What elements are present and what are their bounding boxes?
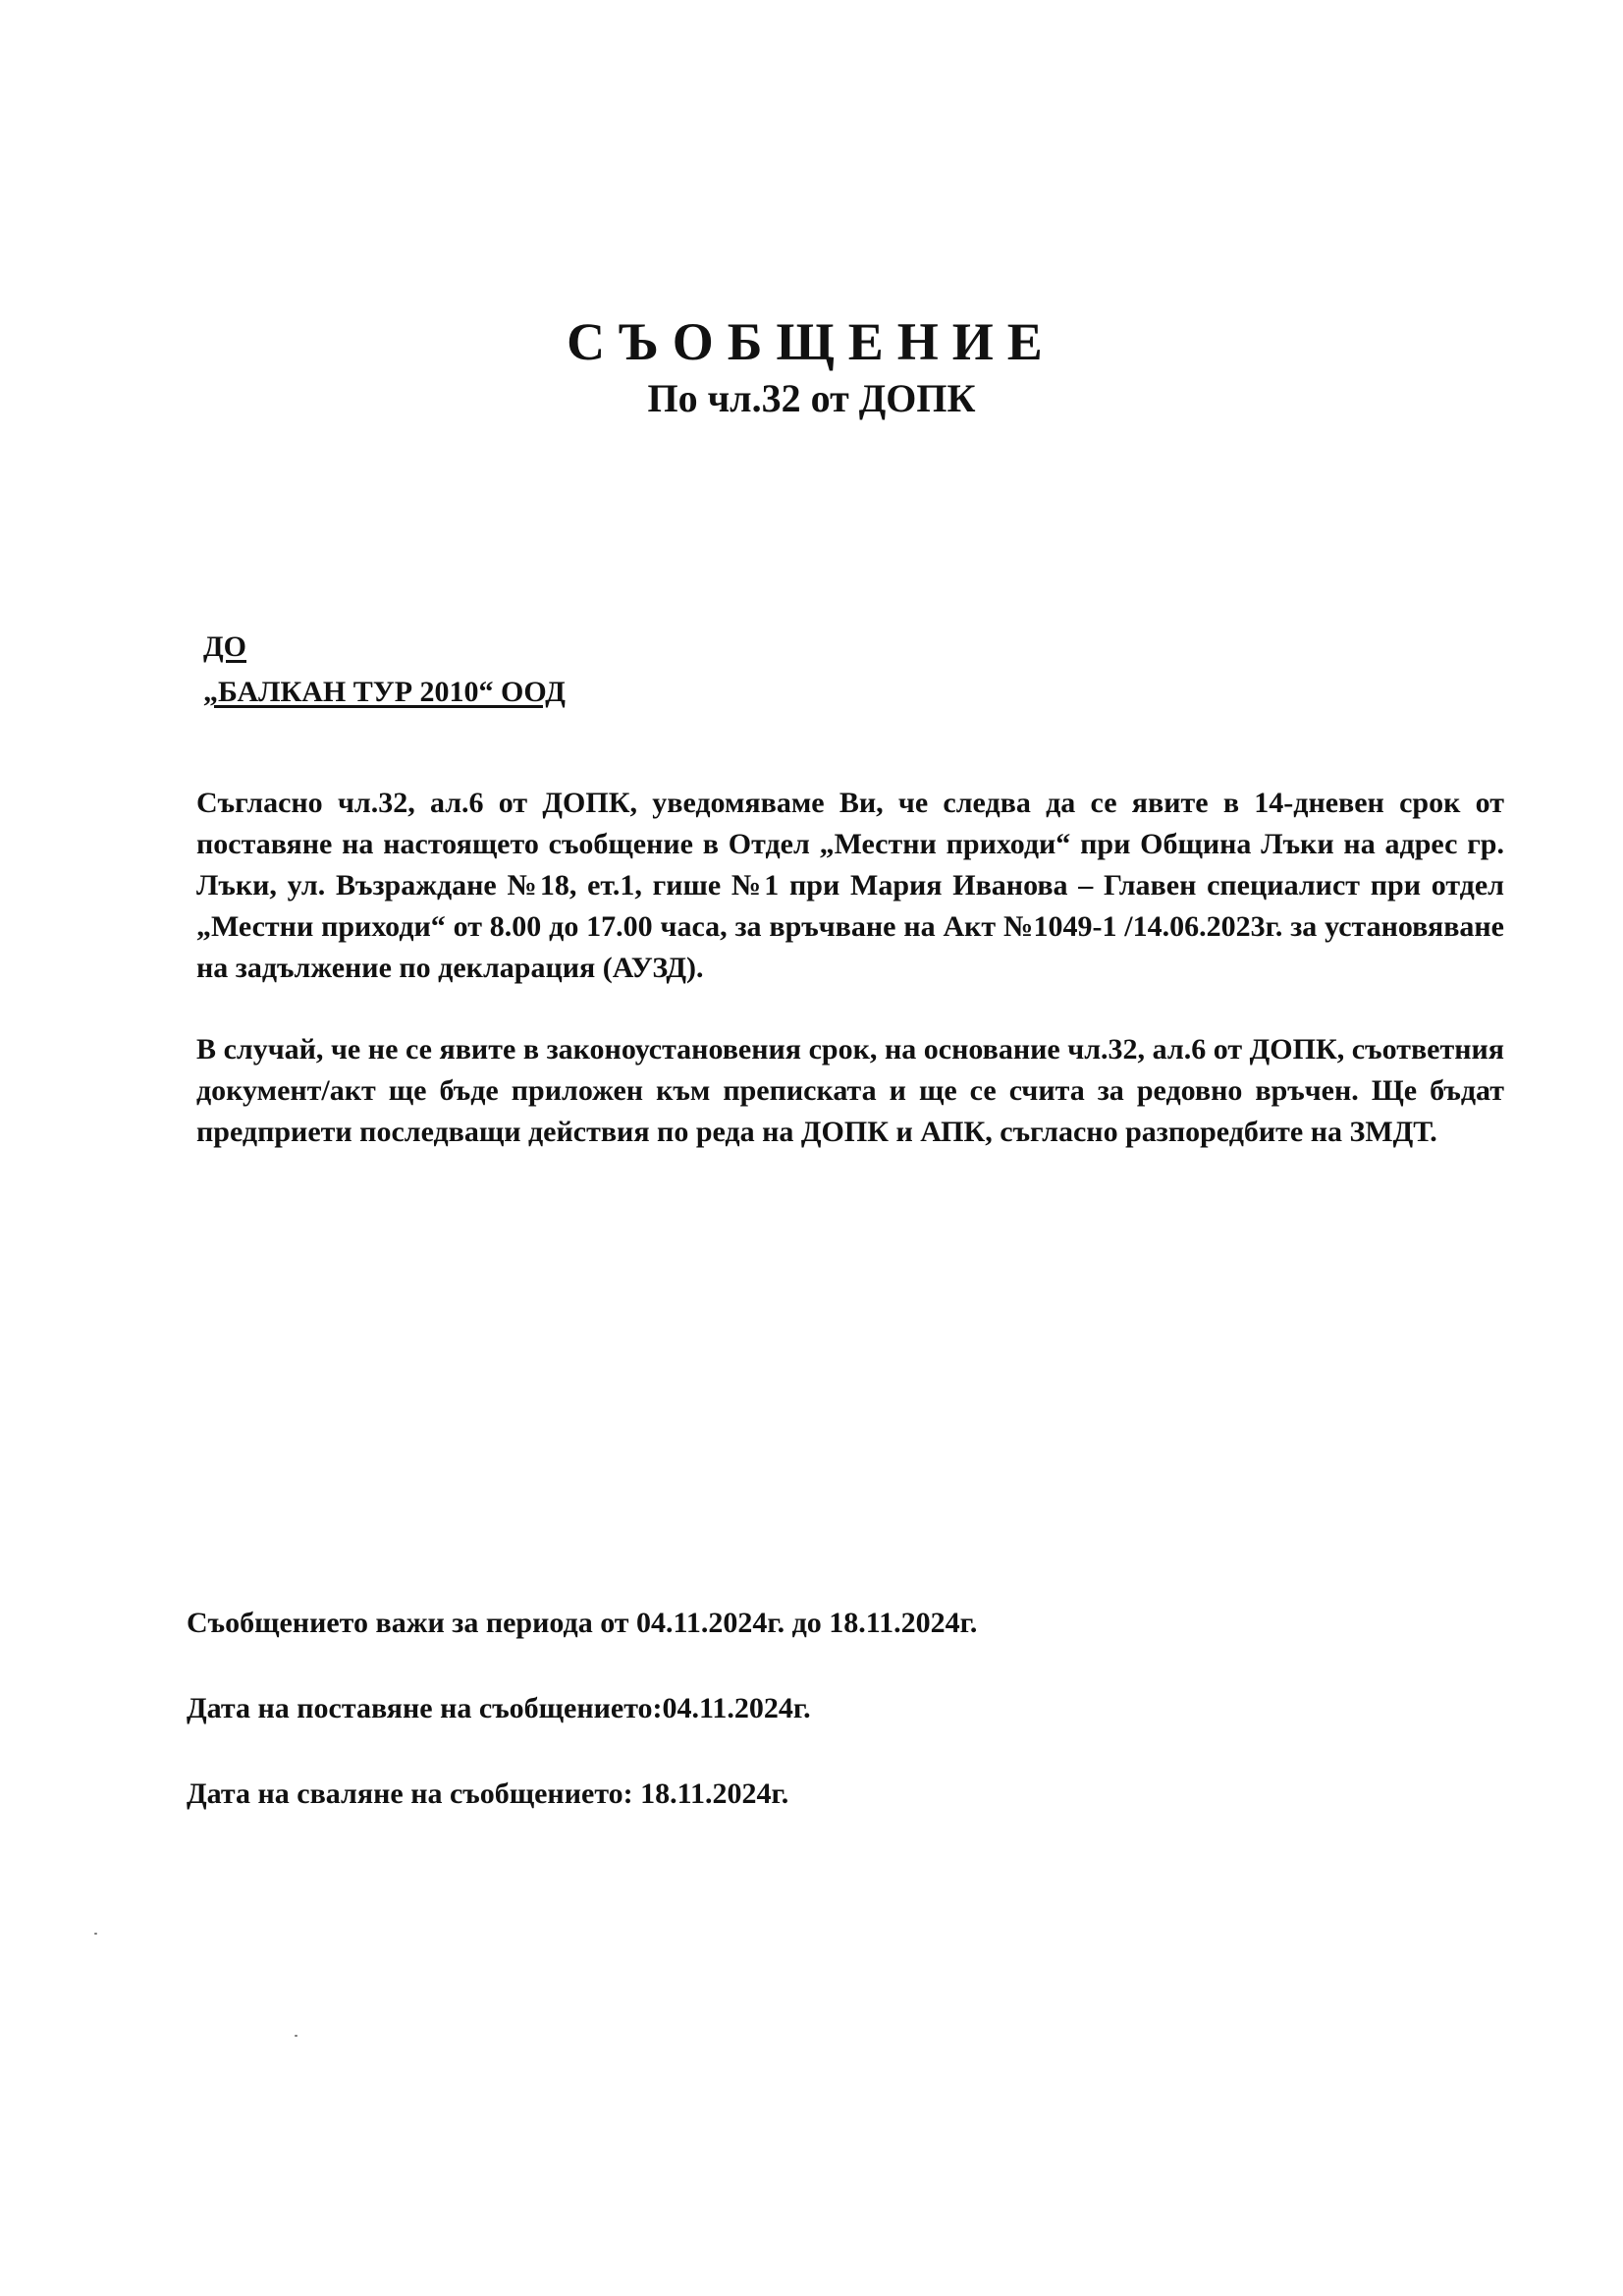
- scan-speck: [295, 2035, 298, 2037]
- body-paragraph-consequences: В случай, че не се явите в законоустановения срок, на основание чл.32, ал.6 от ДОПК, съответния документ/акт ще бъде приложен към преписката и ще се счита за редовно връчен. Ще бъдат предприети последващи действия по реда на ДОПК и АПК, съгласно разпоредбите на ЗМДТ.: [196, 1033, 1504, 1148]
- removal-date: Дата на сваляне на съобщението: 18.11.2024г.: [187, 1777, 789, 1810]
- validity-period: Съобщението важи за периода от 04.11.2024г. до 18.11.2024г.: [187, 1607, 978, 1639]
- scan-speck: [94, 1933, 97, 1935]
- addressee-recipient: „БАЛКАН ТУР 2010“ ООД: [203, 676, 566, 708]
- addressee-block: [203, 625, 566, 715]
- posting-date: Дата на поставяне на съобщението:04.11.2024г.: [187, 1692, 811, 1724]
- body-paragraph-summons: Съгласно чл.32, ал.6 от ДОПК, уведомяваме Ви, че следва да се явите в 14-дневен срок от поставяне на настоящето съобщение в Отдел „Местни приходи“ при Община Лъки на адрес гр. Лъки, ул. Възраждане №18, ет.1, гише №1 при Мария Иванова – Главен специалист при отдел „Местни приходи“ от 8.00 до 17.00 часа, за връчване на Акт №1049-1 /14.06.2023г. за установяване на задължение по декларация (АУЗД).: [196, 787, 1504, 984]
- addressee-to-label: ДО: [203, 630, 246, 663]
- document-subtitle: По чл.32 от ДОПК: [647, 376, 976, 420]
- document-title: СЪОБЩЕНИЕ: [567, 312, 1056, 371]
